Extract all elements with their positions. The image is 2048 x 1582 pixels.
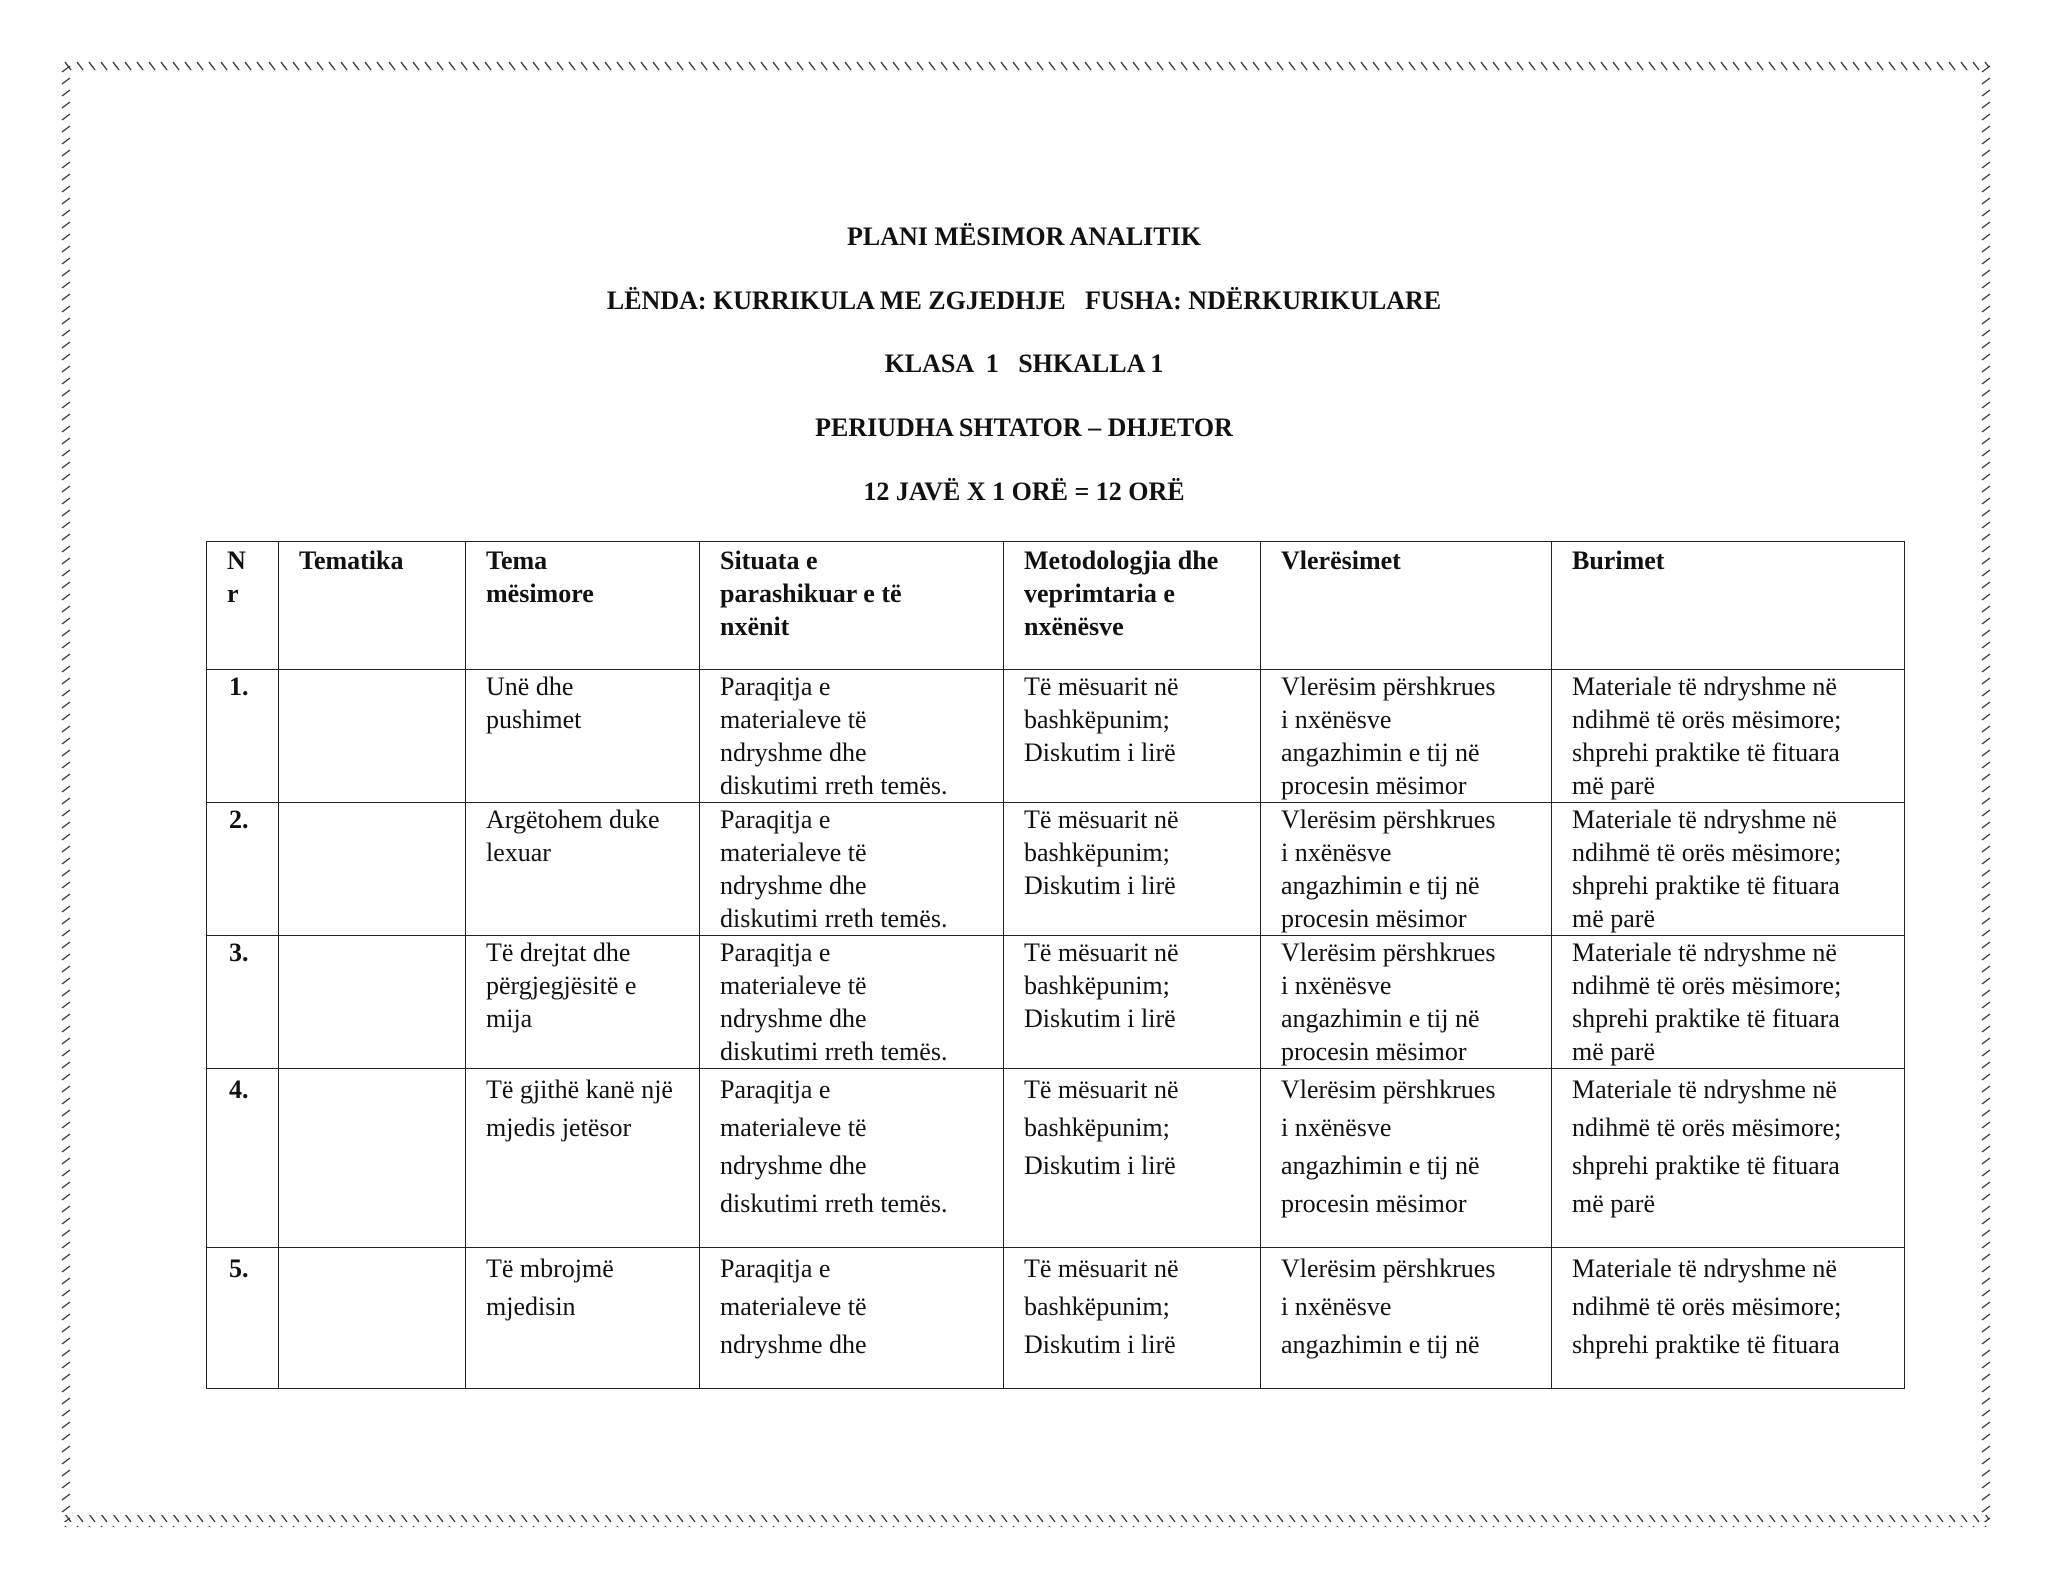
cell-tema: Të mbrojmë mjedisin	[466, 1248, 700, 1389]
header-metodologjia: Metodologjia dhe veprimtaria e nxënësve	[1004, 542, 1261, 670]
cell-situata: Paraqitja e materialeve të ndryshme dhe diskutimi rreth temës.	[700, 936, 1004, 1069]
cell-metodologjia: Të mësuarit në bashkëpunim; Diskutim i lirë	[1004, 1248, 1261, 1389]
cell-burimet: Materiale të ndryshme në ndihmë të orës mësimore; shprehi praktike të fituara më parë	[1552, 670, 1905, 803]
header-situata: Situata e parashikuar e të nxënit	[700, 542, 1004, 670]
table-header-row	[207, 542, 1905, 670]
cell-tematika	[279, 803, 466, 936]
table-row	[207, 670, 1905, 803]
cell-vleresimet: Vlerësim përshkrues i nxënësve angazhimin e tij në procesin mësimor	[1261, 803, 1552, 936]
header-burimet: Burimet	[1552, 542, 1905, 670]
cell-tematika	[279, 670, 466, 803]
cell-nr: 1.	[207, 670, 279, 803]
cell-burimet: Materiale të ndryshme në ndihmë të orës mësimore; shprehi praktike të fituara më parë	[1552, 936, 1905, 1069]
cell-nr: 5.	[207, 1248, 279, 1389]
cell-situata: Paraqitja e materialeve të ndryshme dhe diskutimi rreth temës.	[700, 670, 1004, 803]
cell-vleresimet: Vlerësim përshkrues i nxënësve angazhimin e tij në procesin mësimor	[1261, 670, 1552, 803]
cell-vleresimet: Vlerësim përshkrues i nxënësve angazhimin e tij në	[1261, 1248, 1552, 1389]
cell-nr: 3.	[207, 936, 279, 1069]
cell-burimet: Materiale të ndryshme në ndihmë të orës mësimore; shprehi praktike të fituara më parë	[1552, 803, 1905, 936]
cell-metodologjia: Të mësuarit në bashkëpunim; Diskutim i lirë	[1004, 803, 1261, 936]
table-row	[207, 936, 1905, 1069]
cell-tematika	[279, 936, 466, 1069]
cell-nr: 4.	[207, 1069, 279, 1248]
header-tematika: Tematika	[279, 542, 466, 670]
class-line: KLASA 1 SHKALLA 1	[884, 349, 1164, 378]
cell-burimet: Materiale të ndryshme në ndihmë të orës mësimore; shprehi praktike të fituara më parë	[1552, 1069, 1905, 1248]
cell-situata: Paraqitja e materialeve të ndryshme dhe	[700, 1248, 1004, 1389]
table-row	[207, 803, 1905, 936]
cell-tematika	[279, 1069, 466, 1248]
cell-burimet: Materiale të ndryshme në ndihmë të orës mësimore; shprehi praktike të fituara	[1552, 1248, 1905, 1389]
table-row	[207, 1248, 1905, 1389]
cell-tema: Të gjithë kanë një mjedis jetësor	[466, 1069, 700, 1248]
cell-situata: Paraqitja e materialeve të ndryshme dhe diskutimi rreth temës.	[700, 803, 1004, 936]
cell-vleresimet: Vlerësim përshkrues i nxënësve angazhimin e tij në procesin mësimor	[1261, 936, 1552, 1069]
header-tema: Tema mësimore	[466, 542, 700, 670]
document-title: PLANI MËSIMOR ANALITIK	[847, 222, 1201, 251]
cell-metodologjia: Të mësuarit në bashkëpunim; Diskutim i lirë	[1004, 670, 1261, 803]
cell-situata: Paraqitja e materialeve të ndryshme dhe diskutimi rreth temës.	[700, 1069, 1004, 1248]
table-row	[207, 1069, 1905, 1248]
cell-tematika	[279, 1248, 466, 1389]
cell-tema: Argëtohem duke lexuar	[466, 803, 700, 936]
cell-nr: 2.	[207, 803, 279, 936]
period-line: PERIUDHA SHTATOR – DHJETOR	[815, 413, 1233, 442]
cell-tema: Unë dhe pushimet	[466, 670, 700, 803]
hours-line: 12 JAVË X 1 ORË = 12 ORË	[863, 477, 1185, 506]
cell-vleresimet: Vlerësim përshkrues i nxënësve angazhimin e tij në procesin mësimor	[1261, 1069, 1552, 1248]
cell-tema: Të drejtat dhe përgjegjësitë e mija	[466, 936, 700, 1069]
cell-metodologjia: Të mësuarit në bashkëpunim; Diskutim i lirë	[1004, 936, 1261, 1069]
cell-metodologjia: Të mësuarit në bashkëpunim; Diskutim i lirë	[1004, 1069, 1261, 1248]
lesson-plan-table	[206, 541, 1905, 1389]
header-nr: N r	[207, 542, 279, 670]
header-vleresimet: Vlerësimet	[1261, 542, 1552, 670]
subject-line: LËNDA: KURRIKULA ME ZGJEDHJE FUSHA: NDËRKURIKULARE	[606, 286, 1442, 315]
